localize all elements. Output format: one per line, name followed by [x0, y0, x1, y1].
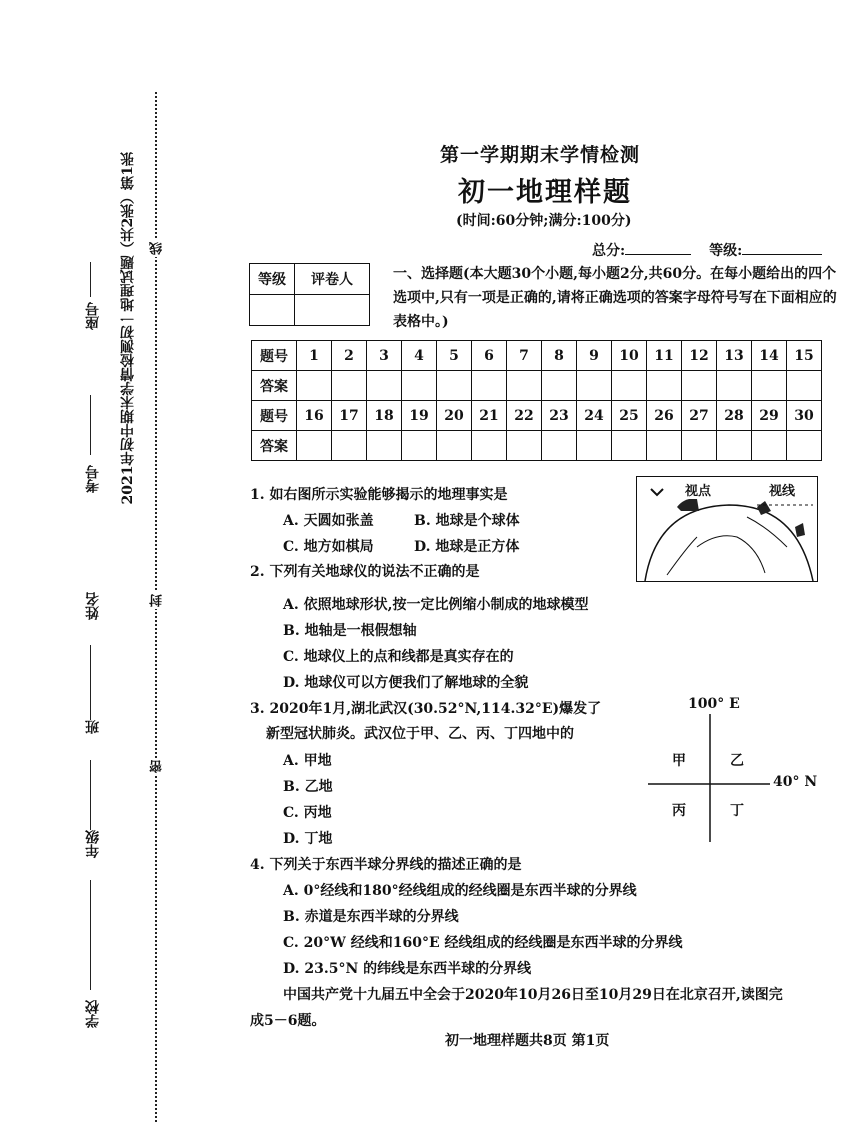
answer-cell[interactable] [577, 371, 612, 401]
answer-table-row [252, 401, 822, 431]
answer-table-row [252, 371, 822, 401]
grade-line [90, 880, 91, 990]
grader-cell[interactable] [295, 295, 370, 326]
answer-table-row [252, 341, 822, 371]
q2-option-c: C. 地球仪上的点和线都是真实存在的 [283, 649, 514, 665]
grader-table [249, 263, 370, 326]
time-score-info: (时间:60分钟;满分:100分) [456, 213, 632, 229]
answer-cell[interactable] [332, 431, 367, 461]
q3-option-b: B. 乙地 [283, 779, 333, 795]
grade-cell[interactable] [250, 295, 295, 326]
score-row [592, 240, 822, 260]
answer-cell[interactable] [507, 371, 542, 401]
q4-option-c: C. 20°W 经线和160°E 经线组成的经线圈是东西半球的分界线 [283, 935, 683, 951]
page-footer: 初一地理样题共8页 第1页 [445, 1033, 610, 1049]
exam-header: 第一学期期末学情检测 [440, 144, 641, 166]
answer-cell[interactable] [682, 431, 717, 461]
answer-cell[interactable] [752, 371, 787, 401]
question-number-cell: 6 [472, 341, 507, 371]
question-number-cell: 25 [612, 401, 647, 431]
answer-header: 答案 [252, 431, 297, 461]
question-number-cell: 18 [367, 401, 402, 431]
question-number-cell: 27 [682, 401, 717, 431]
q3-option-d: D. 丁地 [283, 831, 333, 847]
grader-col-header: 评卷人 [295, 264, 370, 295]
q1-option-b: B. 地球是个球体 [414, 513, 520, 529]
answer-cell[interactable] [472, 371, 507, 401]
level-field[interactable] [742, 254, 822, 255]
seal-mi: 密 [150, 760, 165, 773]
question-number-cell: 5 [437, 341, 472, 371]
question-number-cell: 19 [402, 401, 437, 431]
answer-table [251, 340, 822, 461]
answer-table-row [252, 431, 822, 461]
answer-header: 答案 [252, 371, 297, 401]
q1-option-c: C. 地方如棋局 [283, 539, 374, 555]
answer-cell[interactable] [752, 431, 787, 461]
point-ding: 丁 [730, 803, 744, 819]
answer-cell[interactable] [332, 371, 367, 401]
q4-option-a: A. 0°经线和180°经线组成的经线圈是东西半球的分界线 [283, 883, 637, 899]
level-label: 等级: [709, 243, 743, 259]
answer-cell[interactable] [367, 431, 402, 461]
figure-ship-horizon [636, 476, 818, 582]
answer-cell[interactable] [577, 431, 612, 461]
answer-cell[interactable] [402, 371, 437, 401]
answer-cell[interactable] [437, 371, 472, 401]
question-number-cell: 2 [332, 341, 367, 371]
question-number-cell: 20 [437, 401, 472, 431]
q1-option-d: D. 地球是正方体 [414, 539, 520, 555]
section1-intro: 一、选择题(本大题30个小题,每小题2分,共60分。在每小题给出的四个选项中,只有一项是正确的,请将正确选项的答案字母符号写在下面相应的表格中。) [393, 266, 837, 330]
label-sightline: 视线 [769, 480, 795, 499]
question-number-cell: 13 [717, 341, 752, 371]
question-number-cell: 26 [647, 401, 682, 431]
answer-cell[interactable] [787, 431, 822, 461]
question-number-cell: 15 [787, 341, 822, 371]
exam-no-label: 考号 [85, 465, 101, 493]
point-jia: 甲 [672, 753, 686, 769]
figure-lat-long-grid [640, 692, 830, 842]
question-number-cell: 10 [612, 341, 647, 371]
page-title: 初一地理样题 [458, 177, 632, 208]
q3-option-c: C. 丙地 [283, 805, 332, 821]
q2-option-d: D. 地球仪可以方便我们了解地球的全貌 [283, 675, 529, 691]
question-number-cell: 22 [507, 401, 542, 431]
answer-cell[interactable] [717, 371, 752, 401]
q1-option-a: A. 天圆如张盖 [283, 513, 374, 529]
answer-cell[interactable] [297, 371, 332, 401]
passage-line2: 成5－6题。 [250, 1013, 326, 1029]
question-number-cell: 7 [507, 341, 542, 371]
question-number-cell: 8 [542, 341, 577, 371]
q2-option-a: A. 依照地球形状,按一定比例缩小制成的地球模型 [283, 597, 589, 613]
exam-no-line [90, 395, 91, 455]
passage-line1: 中国共产党十九届五中全会于2020年10月26日至10月29日在北京召开,读图完 [283, 987, 783, 1003]
question-number-cell: 17 [332, 401, 367, 431]
seat-no-label: 座号 [85, 302, 101, 330]
q4-option-d: D. 23.5°N 的纬线是东西半球的分界线 [283, 961, 532, 977]
answer-cell[interactable] [647, 371, 682, 401]
answer-cell[interactable] [717, 431, 752, 461]
parallel-label: 40° N [773, 774, 818, 790]
answer-cell[interactable] [297, 431, 332, 461]
question-number-cell: 4 [402, 341, 437, 371]
seal-xian: 线 [150, 242, 165, 255]
question-number-cell: 9 [577, 341, 612, 371]
exam-title-vertical: 2021年初中期末学情检测初一地理试题（共2张）第1张 [120, 152, 136, 505]
question-number-cell: 11 [647, 341, 682, 371]
answer-cell[interactable] [367, 371, 402, 401]
question-number-cell: 16 [297, 401, 332, 431]
question-number-cell: 1 [297, 341, 332, 371]
label-viewpoint: 视点 [685, 480, 711, 499]
class-line [90, 760, 91, 830]
q1-stem: 1. 如右图所示实验能够揭示的地理事实是 [250, 487, 508, 503]
answer-cell[interactable] [612, 371, 647, 401]
answer-cell[interactable] [647, 431, 682, 461]
answer-cell[interactable] [402, 431, 437, 461]
answer-cell[interactable] [507, 431, 542, 461]
school-label: 学校 [85, 1000, 101, 1028]
q3-option-a: A. 甲地 [283, 753, 332, 769]
answer-cell[interactable] [612, 431, 647, 461]
seat-no-line [90, 262, 91, 297]
point-bing: 丙 [672, 803, 686, 819]
answer-cell[interactable] [542, 431, 577, 461]
name-line [90, 645, 91, 720]
answer-cell[interactable] [437, 431, 472, 461]
question-number-cell: 28 [717, 401, 752, 431]
class-label: 班 [85, 720, 101, 734]
q4-option-b: B. 赤道是东西半球的分界线 [283, 909, 459, 925]
answer-cell[interactable] [472, 431, 507, 461]
total-score-label: 总分: [592, 243, 626, 259]
question-number-cell: 23 [542, 401, 577, 431]
total-score-field[interactable] [625, 254, 691, 255]
question-number-cell: 29 [752, 401, 787, 431]
answer-cell[interactable] [542, 371, 577, 401]
grade-label: 年级 [85, 830, 101, 858]
question-number-header: 题号 [252, 401, 297, 431]
question-number-header: 题号 [252, 341, 297, 371]
question-number-cell: 30 [787, 401, 822, 431]
q3-stem-line1: 3. 2020年1月,湖北武汉(30.52°N,114.32°E)爆发了 [250, 701, 602, 717]
question-number-cell: 14 [752, 341, 787, 371]
name-label: 姓名 [85, 592, 101, 620]
q3-stem-line2: 新型冠状肺炎。武汉位于甲、乙、丙、丁四地中的 [266, 726, 574, 742]
question-number-cell: 21 [472, 401, 507, 431]
grade-col-header: 等级 [250, 264, 295, 295]
answer-cell[interactable] [787, 371, 822, 401]
question-number-cell: 24 [577, 401, 612, 431]
meridian-label: 100° E [688, 696, 740, 712]
question-number-cell: 12 [682, 341, 717, 371]
q2-option-b: B. 地轴是一根假想轴 [283, 623, 417, 639]
question-number-cell: 3 [367, 341, 402, 371]
q2-stem: 2. 下列有关地球仪的说法不正确的是 [250, 564, 480, 580]
seal-feng: 封 [150, 594, 165, 607]
answer-cell[interactable] [682, 371, 717, 401]
point-yi: 乙 [730, 753, 744, 769]
q4-stem: 4. 下列关于东西半球分界线的描述正确的是 [250, 857, 522, 873]
